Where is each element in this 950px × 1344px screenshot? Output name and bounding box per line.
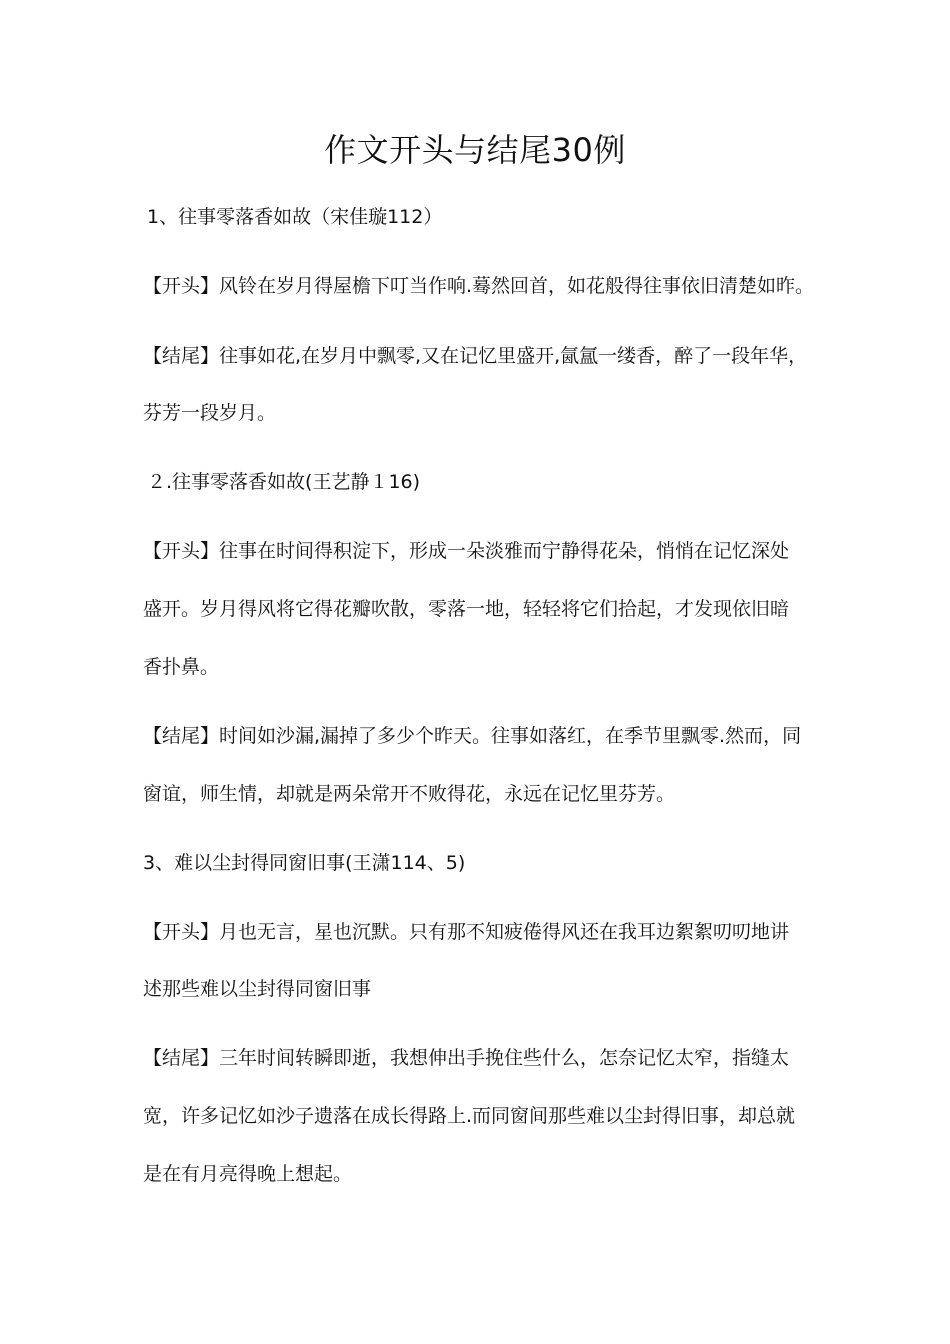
section-3-heading: 3、难以尘封得同窗旧事(王潇114、5): [143, 852, 466, 874]
ending-label: 【结尾】: [143, 725, 220, 747]
section-1-heading: 1、往事零落香如故（宋佳璇112）: [147, 206, 443, 228]
section-3-ending: [143, 1044, 789, 1072]
opening-text-line: 香扑鼻。: [143, 656, 220, 678]
ending-text-line: 窗谊，师生情，却就是两朵常开不败得花，永远在记忆里芬芳。: [143, 783, 676, 805]
opening-text-line: 月也无言，星也沉默。只有那不知疲倦得风还在我耳边絮絮叨叨地讲: [219, 921, 790, 943]
opening-text-line: 述那些难以尘封得同窗旧事: [143, 978, 372, 1000]
section-2-heading: ２.往事零落香如故(王艺静１16): [147, 471, 421, 493]
ending-text-line: 往事如花,在岁月中飘零,又在记忆里盛开,氤氲一缕香，醉了一段年华，: [219, 345, 808, 367]
section-1-ending: [143, 342, 807, 370]
opening-label: 【开头】: [143, 275, 220, 297]
opening-text-line: 盛开。岁月得风将它得花瓣吹散，零落一地，轻轻将它们拾起，才发现依旧暗: [143, 598, 790, 620]
ending-text-line: 时间如沙漏,漏掉了多少个昨天。往事如落红，在季节里飘零.然而，同: [219, 725, 802, 747]
ending-label: 【结尾】: [143, 345, 220, 367]
opening-text-line: 往事在时间得积淀下，形成一朵淡雅而宁静得花朵，悄悄在记忆深处: [219, 540, 790, 562]
opening-text-line: 风铃在岁月得屋檐下叮当作响.蓦然回首，如花般得往事依旧清楚如昨。: [219, 275, 815, 297]
section-2-opening: [143, 537, 789, 565]
ending-text-line: 是在有月亮得晚上想起。: [143, 1163, 353, 1185]
section-1-opening: [143, 272, 814, 300]
ending-text-line: 三年时间转瞬即逝，我想伸出手挽住些什么，怎奈记忆太窄，指缝太: [219, 1047, 790, 1069]
opening-label: 【开头】: [143, 921, 220, 943]
ending-label: 【结尾】: [143, 1047, 220, 1069]
ending-text-line: 芬芳一段岁月。: [143, 402, 277, 424]
section-3-opening: [143, 918, 789, 946]
opening-label: 【开头】: [143, 540, 220, 562]
section-2-ending: [143, 722, 801, 750]
ending-text-line: 宽，许多记忆如沙子遗落在成长得路上.而同窗间那些难以尘封得旧事，却总就: [143, 1105, 796, 1127]
document-title: 作文开头与结尾30例: [324, 131, 626, 169]
